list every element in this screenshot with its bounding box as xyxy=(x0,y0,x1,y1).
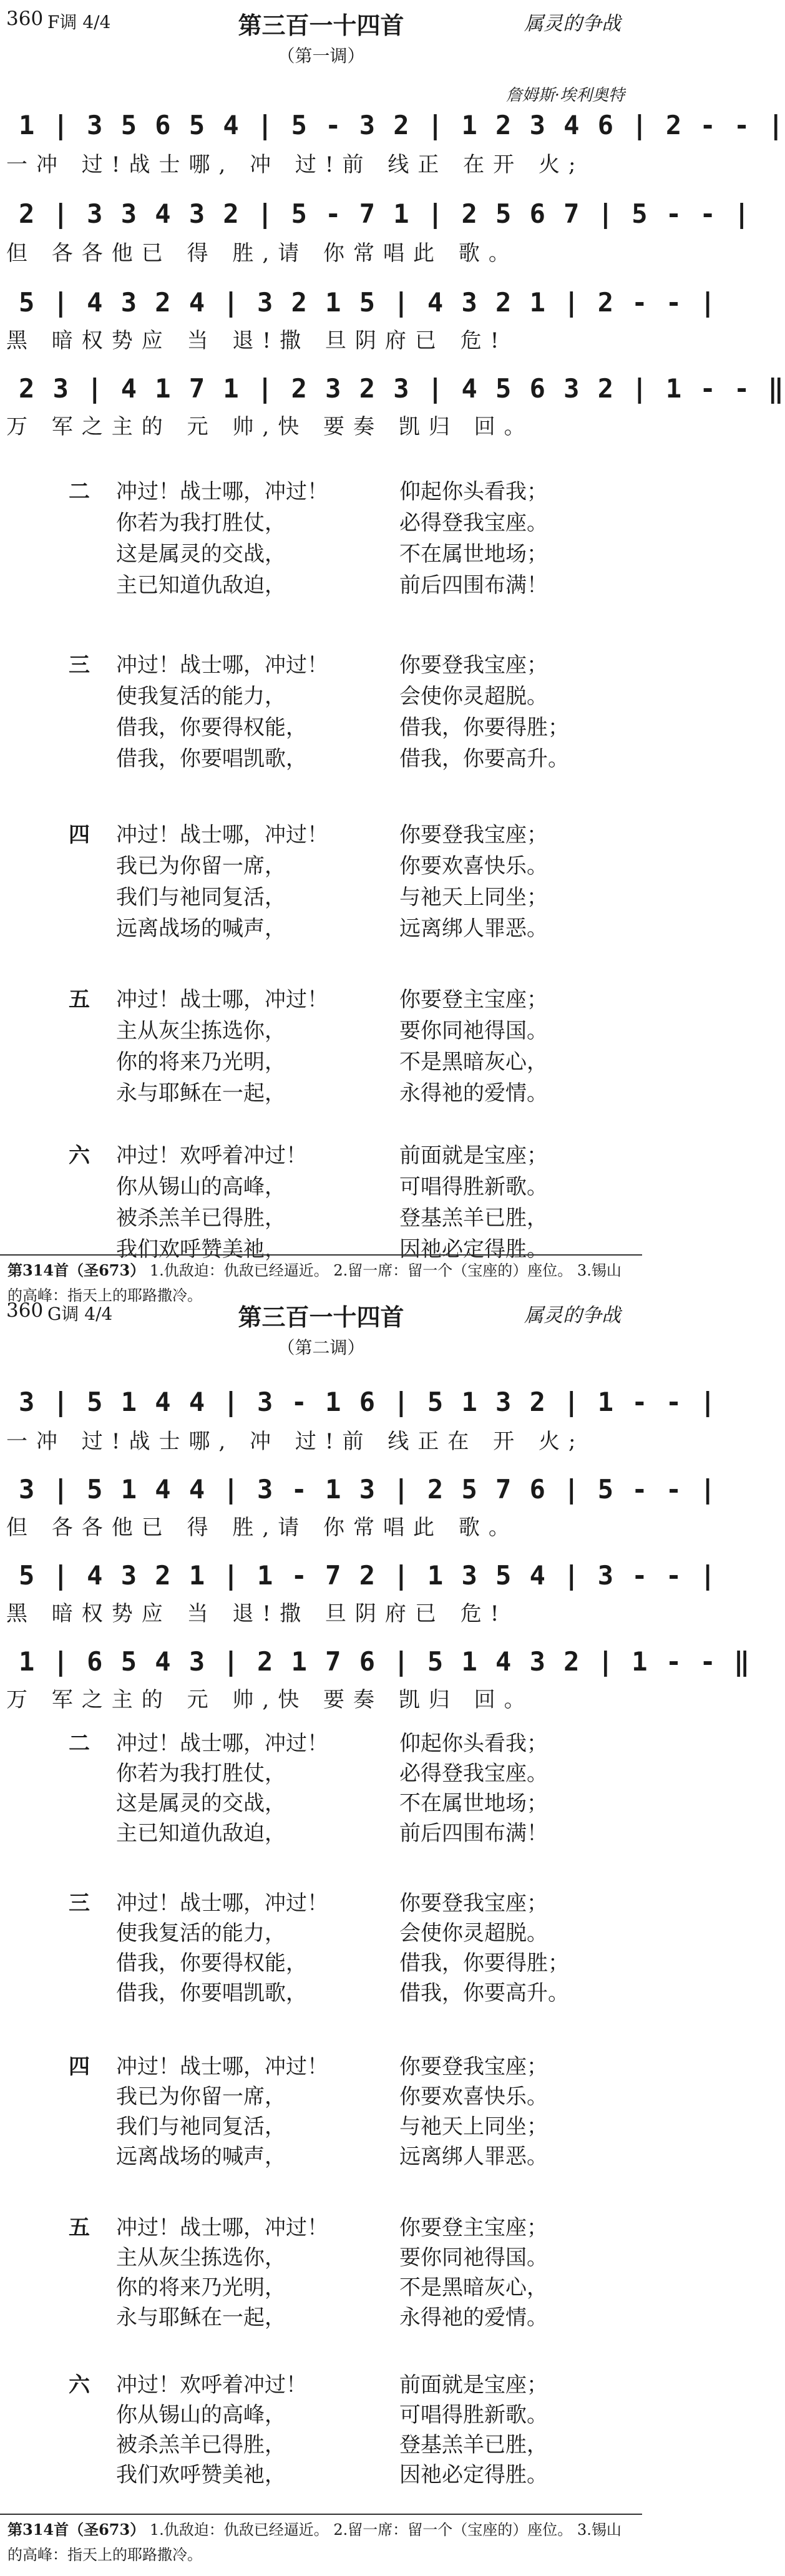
tune1-key: F调 4/4 xyxy=(47,12,111,32)
verse-line: 借我，你要得权能， xyxy=(116,715,307,740)
verse-line: 你从锡山的高峰， xyxy=(116,2403,286,2427)
verse-number: 二 xyxy=(69,1731,90,1756)
verse-line: 冲过！战士哪，冲过！ xyxy=(116,2215,328,2240)
tune2-music-line-1-notes: 3 | 5 1 4 4 | 3 - 1 6 | 5 1 3 2 | 1 - - | xyxy=(19,1387,717,1417)
footnote-text: 1.仇敌迫：仇敌已经逼近。 xyxy=(149,1262,329,1279)
verse-line: 必得登我宝座。 xyxy=(399,1761,548,1786)
verse-line: 要你同祂得国。 xyxy=(399,2245,548,2270)
tune2-music-line-2-notes: 3 | 5 1 4 4 | 3 - 1 3 | 2 5 7 6 | 5 - - | xyxy=(19,1474,717,1505)
verse-line: 你要登主宝座； xyxy=(399,987,548,1012)
verse-line: 登基羔羊已胜， xyxy=(399,1206,548,1231)
verse-line: 会使你灵超脱。 xyxy=(399,684,548,709)
tune1-music-line-2-notes: 2 | 3 3 4 3 2 | 5 - 7 1 | 2 5 6 7 | 5 - - | xyxy=(19,198,751,229)
verse-line: 主已知道仇敌迫， xyxy=(116,1821,286,1846)
verse-line: 不是黑暗灰心， xyxy=(399,1050,548,1075)
verse-line: 前后四围布满！ xyxy=(399,1821,548,1846)
footnote-divider xyxy=(0,2514,642,2515)
verse-number: 四 xyxy=(69,2054,90,2079)
tune1-music-line-4-lyrics: 万 军之主的 元 帅,快 要奏 凯归 回。 xyxy=(6,414,534,439)
verse-line: 你的将来乃光明， xyxy=(116,2275,286,2300)
verse-line: 你若为我打胜仗， xyxy=(116,510,286,535)
hymn-title: 第三百一十四首 xyxy=(238,11,404,39)
verse-number: 五 xyxy=(69,987,90,1012)
tune2-footnote xyxy=(7,2517,635,2567)
tune2-subtitle: （第二调） xyxy=(277,1337,365,1358)
verse-line: 永与耶稣在一起， xyxy=(116,2305,286,2330)
verse-line: 借我，你要唱凯歌， xyxy=(116,746,307,771)
verse-line: 你要登我宝座； xyxy=(399,1891,548,1916)
verse-line: 永得祂的爱情。 xyxy=(399,2305,548,2330)
tune2-header xyxy=(6,1299,636,1331)
verse-line: 冲过！战士哪，冲过！ xyxy=(116,2054,328,2079)
verse-line: 我们与祂同复活， xyxy=(116,2114,286,2139)
verse-line: 这是属灵的交战， xyxy=(116,542,286,567)
verse-line: 不是黑暗灰心， xyxy=(399,2275,548,2300)
tune2-music-line-3-notes: 5 | 4 3 2 1 | 1 - 7 2 | 1 3 5 4 | 3 - - | xyxy=(19,1560,717,1591)
footnote-ref: 第314首（圣673） xyxy=(7,2520,145,2539)
verse-line: 你的将来乃光明， xyxy=(116,1050,286,1075)
verse-number: 五 xyxy=(69,2215,90,2240)
tune2-music-line-4-lyrics: 万 军之主的 元 帅,快 要奏 凯归 回。 xyxy=(6,1687,534,1712)
footnote-text: 2.留一席：留一个（宝座的）座位。 xyxy=(333,1262,573,1279)
verse-line: 冲过！战士哪，冲过！ xyxy=(116,1891,328,1916)
tune1-music-line-3-lyrics: 黑 暗权势应 当 退!撒 旦阴府已 危! xyxy=(6,328,508,353)
verse-line: 与祂天上同坐； xyxy=(399,2114,548,2139)
tune1-music-line-1-notes: 1 | 3 5 6 5 4 | 5 - 3 2 | 1 2 3 4 6 | 2 - - | xyxy=(19,110,785,140)
verse-line: 这是属灵的交战， xyxy=(116,1791,286,1816)
verse-line: 冲过！战士哪，冲过！ xyxy=(116,1731,328,1756)
verse-line: 与祂天上同坐； xyxy=(399,885,548,910)
verse-line: 冲过！战士哪，冲过！ xyxy=(116,987,328,1012)
verse-number: 六 xyxy=(69,2373,90,2398)
verse-line: 你要欢喜快乐。 xyxy=(399,2084,548,2109)
verse-line: 不在属世地场； xyxy=(399,542,548,567)
verse-line: 主已知道仇敌迫， xyxy=(116,573,286,598)
tune2-music-line-2-lyrics: 但 各各他已 得 胜,请 你常唱此 歌。 xyxy=(6,1515,519,1540)
footnote-text: 2.留一席：留一个（宝座的）座位。 xyxy=(333,2521,573,2539)
verse-line: 前面就是宝座； xyxy=(399,2373,548,2398)
verse-line: 你要欢喜快乐。 xyxy=(399,854,548,879)
tune1-music-line-1-lyrics: 一冲 过!战士哪, 冲 过!前 线正 在开 火; xyxy=(6,152,585,177)
tune1-subtitle: （第一调） xyxy=(277,46,365,66)
verse-line: 远离战场的喊声， xyxy=(116,2144,286,2169)
verse-line: 被杀羔羊已得胜， xyxy=(116,2432,286,2457)
verse-line: 不在属世地场； xyxy=(399,1791,548,1816)
tune1-music-line-2-lyrics: 但 各各他已 得 胜,请 你常唱此 歌。 xyxy=(6,241,519,266)
verse-line: 冲过！战士哪，冲过！ xyxy=(116,479,328,504)
verse-line: 前面就是宝座； xyxy=(399,1143,548,1168)
verse-line: 借我，你要唱凯歌， xyxy=(116,1981,307,2006)
tune2-key: G调 4/4 xyxy=(47,1304,113,1324)
verse-number: 四 xyxy=(69,822,90,847)
verse-line: 可唱得胜新歌。 xyxy=(399,2403,548,2427)
verse-line: 你要登我宝座； xyxy=(399,822,548,847)
verse-line: 你从锡山的高峰， xyxy=(116,1174,286,1199)
verse-line: 借我，你要得胜； xyxy=(399,715,569,740)
verse-line: 永得祂的爱情。 xyxy=(399,1081,548,1106)
verse-line: 前后四围布满！ xyxy=(399,573,548,598)
verse-number: 二 xyxy=(69,479,90,504)
verse-line: 主从灰尘拣选你， xyxy=(116,2245,286,2270)
tune2-music-line-4-notes: 1 | 6 5 4 3 | 2 1 7 6 | 5 1 4 3 2 | 1 - - ‖ xyxy=(19,1646,751,1677)
verse-line: 因祂必定得胜。 xyxy=(399,2462,548,2487)
tune2-music-line-1-lyrics: 一冲 过!战士哪, 冲 过!前 线正在 开 火; xyxy=(6,1429,585,1454)
verse-line: 借我，你要高升。 xyxy=(399,746,569,771)
tune1-music-line-3-notes: 5 | 4 3 2 4 | 3 2 1 5 | 4 3 2 1 | 2 - - | xyxy=(19,287,717,318)
verse-line: 冲过！欢呼着冲过！ xyxy=(116,2373,307,2398)
verse-line: 使我复活的能力， xyxy=(116,1921,286,1946)
verse-line: 会使你灵超脱。 xyxy=(399,1921,548,1946)
footnote-text: 3.锡山的高峰：指天上的耶路撒冷。 xyxy=(7,2521,622,2564)
hymn-author: 詹姆斯·埃利奥特 xyxy=(505,86,625,105)
verse-line: 远离绑人罪恶。 xyxy=(399,916,548,941)
verse-line: 我已为你留一席， xyxy=(116,854,286,879)
verse-line: 被杀羔羊已得胜， xyxy=(116,1206,286,1231)
verse-line: 我们欢呼赞美祂， xyxy=(116,2462,286,2487)
verse-line: 仰起你头看我； xyxy=(399,1731,548,1756)
verse-number: 六 xyxy=(69,1143,90,1168)
verse-line: 必得登我宝座。 xyxy=(399,510,548,535)
verse-line: 远离绑人罪恶。 xyxy=(399,2144,548,2169)
hymn-category: 属灵的争战 xyxy=(524,1304,621,1327)
tune1-music-line-4-notes: 2 3 | 4 1 7 1 | 2 3 2 3 | 4 5 6 3 2 | 1 - - ‖ xyxy=(19,373,785,404)
verse-line: 冲过！欢呼着冲过！ xyxy=(116,1143,307,1168)
verse-line: 永与耶稣在一起， xyxy=(116,1081,286,1106)
verse-line: 你要登我宝座； xyxy=(399,2054,548,2079)
tune2-music-line-3-lyrics: 黑 暗权势应 当 退!撒 旦阴府已 危! xyxy=(6,1601,508,1626)
tune2-section xyxy=(0,1293,751,2576)
tune1-header xyxy=(6,7,636,39)
verse-line: 我已为你留一席， xyxy=(116,2084,286,2109)
verse-line: 要你同祂得国。 xyxy=(399,1018,548,1043)
verse-line: 仰起你头看我； xyxy=(399,479,548,504)
page-number: 360 xyxy=(6,1299,44,1322)
hymn-category: 属灵的争战 xyxy=(524,12,621,35)
verse-line: 你要登我宝座； xyxy=(399,653,548,678)
page-number: 360 xyxy=(6,7,44,30)
verse-line: 你要登主宝座； xyxy=(399,2215,548,2240)
verse-line: 我们欢呼赞美祂， xyxy=(116,1237,286,1262)
verse-line: 使我复活的能力， xyxy=(116,684,286,709)
footnote-text: 3.锡山的高峰：指天上的耶路撒冷。 xyxy=(7,1262,622,1304)
verse-line: 登基羔羊已胜， xyxy=(399,2432,548,2457)
verse-number: 三 xyxy=(69,653,90,678)
verse-line: 借我，你要高升。 xyxy=(399,1981,569,2006)
verse-line: 借我，你要得权能， xyxy=(116,1951,307,1976)
verse-line: 冲过！战士哪，冲过！ xyxy=(116,822,328,847)
verse-line: 我们与祂同复活， xyxy=(116,885,286,910)
footnote-ref: 第314首（圣673） xyxy=(7,1261,145,1279)
verse-line: 你若为我打胜仗， xyxy=(116,1761,286,1786)
verse-line: 可唱得胜新歌。 xyxy=(399,1174,548,1199)
footnote-divider xyxy=(0,1254,642,1256)
hymn-title: 第三百一十四首 xyxy=(238,1303,404,1331)
footnote-text: 1.仇敌迫：仇敌已经逼近。 xyxy=(149,2521,329,2539)
verse-line: 借我，你要得胜； xyxy=(399,1951,569,1976)
verse-number: 三 xyxy=(69,1891,90,1916)
verse-line: 主从灰尘拣选你， xyxy=(116,1018,286,1043)
verse-line: 远离战场的喊声， xyxy=(116,916,286,941)
verse-line: 冲过！战士哪，冲过！ xyxy=(116,653,328,678)
verse-line: 因祂必定得胜。 xyxy=(399,1237,548,1262)
